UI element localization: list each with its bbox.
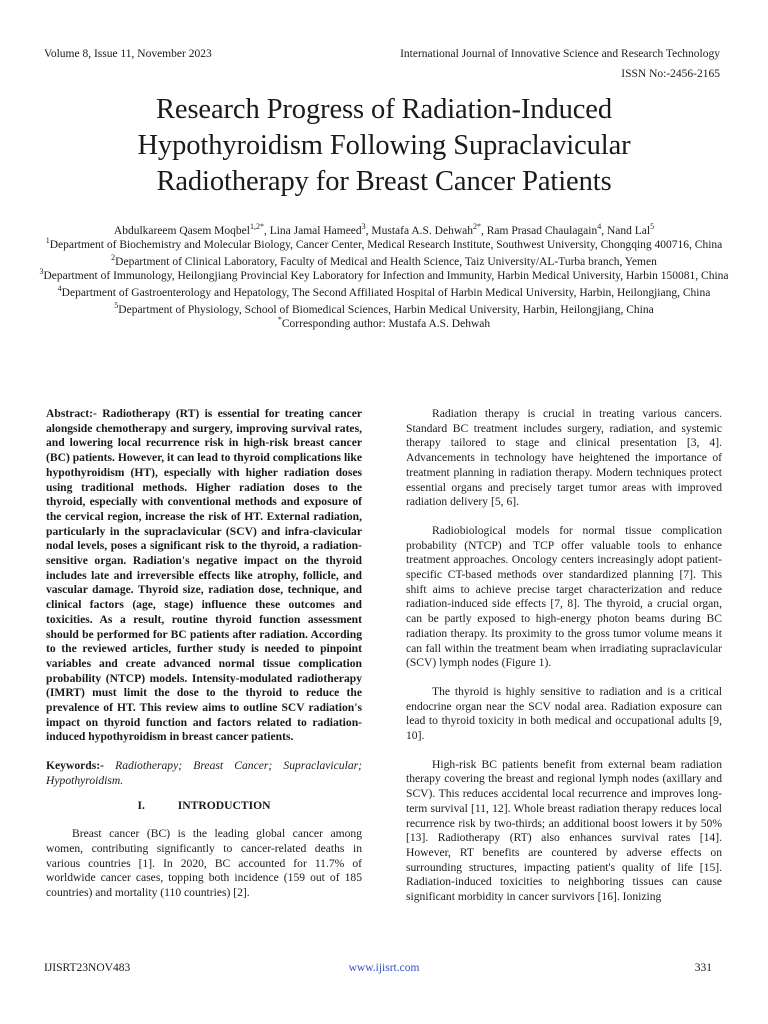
paper-title: Research Progress of Radiation-Induced Hypothyroidism Following Supraclavicular Radiotherapy for Breast Cancer Patients: [137, 94, 631, 197]
affiliation-1: [38, 238, 730, 252]
affiliation-sup: 2: [111, 253, 116, 263]
section-title: INTRODUCTION: [177, 798, 271, 812]
author-name: , Mustafa A.S. Dehwah: [365, 225, 473, 237]
journal-name: International Journal of Innovative Science and Research Technology: [400, 48, 720, 60]
author-sup: 3: [361, 222, 366, 232]
affiliation-2: [38, 255, 730, 269]
corresponding-text: Corresponding author: Mustafa A.S. Dehwah: [281, 318, 491, 330]
author-name: , Lina Jamal Hameed: [263, 225, 362, 237]
affiliation-sup: 5: [114, 301, 119, 311]
author-sup: 2*: [472, 222, 481, 232]
right-column: [406, 407, 722, 905]
body-paragraph: High-risk BC patients benefit from external beam radiation therapy covering the breast and regional lymph nodes (axillary and SCV). This reduces accidental local recurrence and improves long-term survival [11, 12]. Whole breast radiation therapy reduces local recurrence risk by two-thirds; an additional boost lowers it by 50% [13]. Radiotherapy (RT) also enhances survival rates [14]. However, RT benefits are countered by adverse effects on surrounding structures, impacting patient's quality of life [15]. Radiation-induced toxicities to neighboring tissues can cause significant morbidity in cancer survivors [16]. Ionizing: [406, 757, 722, 904]
author-list: [38, 224, 730, 238]
section-number: I.: [137, 798, 145, 812]
affiliation-text: Department of Clinical Laboratory, Faculty of Medical and Health Science, Taiz University/AL-Turba branch, Yemen: [115, 256, 657, 268]
author-sup: 4: [597, 222, 602, 232]
keywords-label: Keywords:-: [46, 759, 104, 773]
body-paragraph: Radiobiological models for normal tissue complication probability (NTCP) and TCP offer valuable tools to enhance treatment approaches. Oncology centers increasingly adopt patient-specific CT-based methods over standardized planning [7]. This shift aims to achieve precise target characterization and reduce radiation-induced side effects [7, 8]. The thyroid, a crucial organ, can be partly exposed to high-energy photon beams during BC radiation therapy. Its proximity to the gross tumor volume means it can fall within the treatment beam when irradiating supraclavicular (SCV) lymph nodes (Figure 1).: [406, 523, 722, 670]
author-sup: 1,2*: [249, 222, 264, 232]
body-paragraph: Radiation therapy is crucial in treating various cancers. Standard BC treatment includes surgery, radiation, and systemic therapy tailored to stage and clinical presentation [3, 4]. Advancements in technology have heightened the importance of treatment planning in radiation therapy. Modern techniques protect essential organs and precisely target tumor areas with improved radiation delivery [5, 6].: [406, 407, 722, 509]
affiliation-3: [38, 269, 730, 283]
author-sup: 5: [650, 222, 655, 232]
left-column: [46, 407, 362, 901]
author-name: , Ram Prasad Chaulagain: [480, 225, 598, 237]
affiliation-5: [38, 303, 730, 317]
affiliation-sup: 3: [39, 267, 44, 277]
affiliation-text: Department of Immunology, Heilongjiang Provincial Key Laboratory for Infection and Immunity, Harbin Medical University, Harbin 150081, China: [43, 270, 729, 282]
body-paragraph: The thyroid is highly sensitive to radiation and is a critical endocrine organ near the SCV nodal area. Radiation exposure can lead to thyroid toxicity in both medical and occupational adults [9, 10].: [406, 684, 722, 743]
page-number: 331: [694, 962, 712, 974]
affiliation-text: Department of Biochemistry and Molecular Biology, Cancer Center, Medical Research Institute, Southwest University, Chongqing 400716, China: [49, 239, 723, 251]
affiliation-sup: 4: [57, 284, 62, 294]
affiliation-4: [38, 286, 730, 300]
journal-volume: Volume 8, Issue 11, November 2023: [44, 48, 212, 60]
corresponding-author: [38, 317, 730, 331]
abstract: Abstract:- Radiotherapy (RT) is essential for treating cancer alongside chemotherapy and surgery, improving survival rates, and lowering local recurrence risk in high-risk breast cancer (BC) patients. However, it can lead to thyroid complications like hypothyroidism (HT), especially with higher radiation doses using traditional methods. Higher radiation doses to the thyroid, especially with conventional methods and exposure of the cervical region, increase the risk of HT. External radiation, particularly in the supraclavicular (SCV) and infra-clavicular nodal levels, poses a significant risk to the thyroid, a radiation-sensitive organ. Radiation's negative impact on the thyroid includes late and irreversible effects like atrophy, follicle, and vascular damage. Thyroid size, radiation dose, technique, and clinical factors (age, stage) influence these outcomes and toxicities. As a result, routine thyroid function assessment should be performed for BC patients after radiation. According to the reviewed articles, further study is needed to pinpoint variables and create advanced normal tissue complication probability (NTCP) models. Intensity-modulated radiotherapy (IMRT) must limit the dose to the thyroid to reduce the prevalence of HT. This review aims to outline SCV radiation's impact on thyroid function and factors related to radiation-induced hypothyroidism in breast cancer patients.: [46, 407, 362, 744]
author-block: [38, 224, 730, 331]
footer-article-id: IJISRT23NOV483: [44, 962, 131, 974]
author-name: Abdulkareem Qasem Moqbel: [113, 225, 250, 237]
corresponding-sup: *: [277, 315, 282, 325]
affiliation-sup: 1: [45, 236, 50, 246]
author-name: , Nand Lal: [601, 225, 651, 237]
keywords-text: Radiotherapy; Breast Cancer; Supraclavicular; Hypothyroidism.: [46, 759, 362, 787]
affiliation-text: Department of Gastroenterology and Hepatology, The Second Affiliated Hospital of Harbin Medical University, Harbin, Heilongjiang, China: [61, 287, 711, 299]
keywords: [46, 759, 362, 788]
section-heading-introduction: [46, 799, 362, 814]
affiliation-text: Department of Physiology, School of Biomedical Sciences, Harbin Medical University, Harbin, Heilongjiang, China: [118, 304, 654, 316]
footer-website-link[interactable]: www.ijisrt.com: [348, 962, 420, 974]
issn: ISSN No:-2456-2165: [621, 68, 720, 80]
intro-paragraph: Breast cancer (BC) is the leading global cancer among women, contributing significantly to cancer-related deaths in various countries [1]. In 2020, BC accounted for 11.7% of worldwide cancer cases, topping both incidence (159 out of 185 countries) and mortality (110 countries) [2].: [46, 827, 362, 900]
